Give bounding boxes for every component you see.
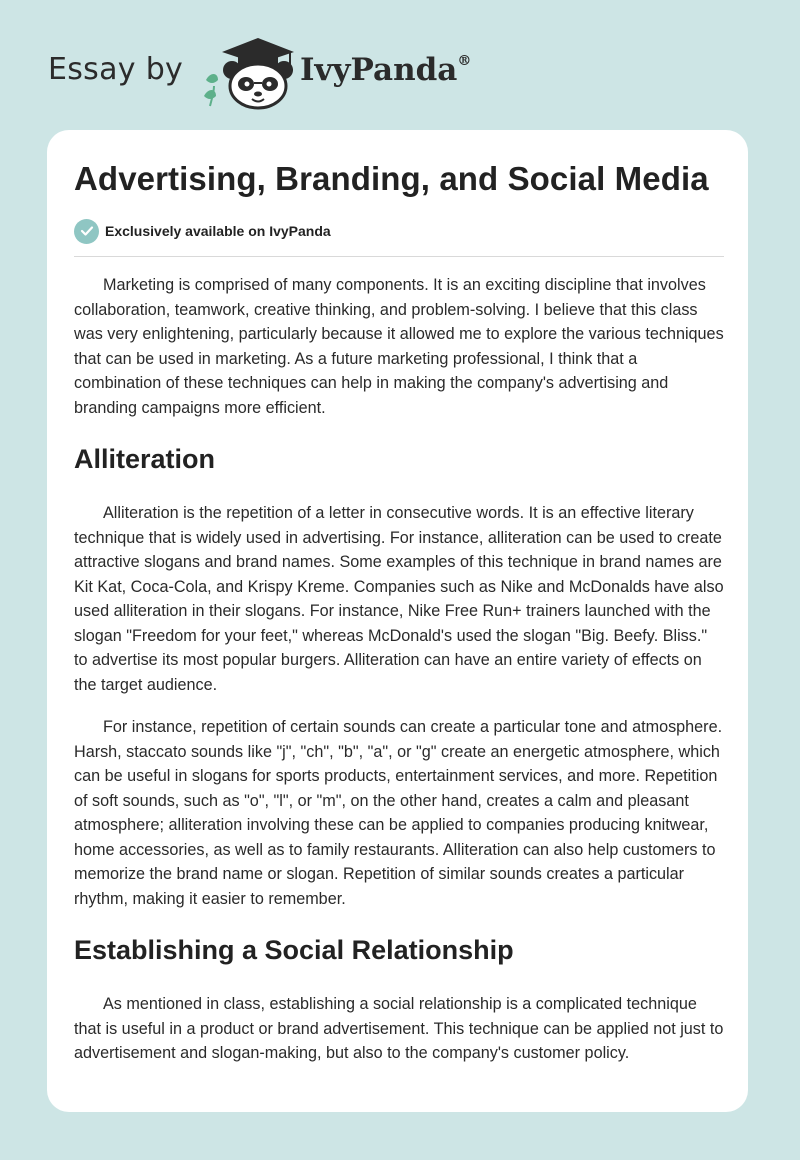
site-header <box>48 34 648 114</box>
exclusive-notice <box>74 218 724 244</box>
article-card <box>47 130 748 1112</box>
page-title: Advertising, Branding, and Social Media <box>74 160 709 197</box>
divider <box>74 256 724 257</box>
section-heading-social-relationship: Establishing a Social Relationship <box>74 935 514 965</box>
essay-by-label: Essay by <box>48 52 184 87</box>
panda-graduate-icon <box>200 34 296 110</box>
body-paragraph: Alliteration is the repetition of a letter in consecutive words. It is an effective literary technique that is widely used in advertising. For instance, alliteration can be used to create attractive slogans and brand names. Some examples of this technique in brand names are Kit Kat, Coca-Cola, and Krispy Kreme. Companies such as Nike and McDonalds have also used alliteration in their slogans. For instance, Nike Free Run+ trainers launched with the slogan "Freedom for your feet," whereas McDonald's used the slogan "Big. Beefy. Bliss." to advertise its most popular burgers. Alliteration can have an entire variety of effects on the target audience. <box>74 504 724 694</box>
body-paragraph: For instance, repetition of certain sounds can create a particular tone and atmosphere. Harsh, staccato sounds like "j", "ch", "b", "a", or "g" create an energetic atmosphere, which can be useful in slogans for sports products, entertainment services, and more. Repetition of soft sounds, such as "o", "l", or "m", on the other hand, creates a calm and pleasant atmosphere; alliteration involving these can be applied to companies producing knitwear, home accessories, as well as to family restaurants. Alliteration can also help customers to memorize the brand name or slogan. Repetition of similar sounds creates a particular rhythm, making it easier to remember. <box>74 718 723 908</box>
check-circle-icon <box>74 219 99 244</box>
brand-name-text: IvyPanda <box>300 52 458 88</box>
intro-paragraph: Marketing is comprised of many components. It is an exciting discipline that involves collaboration, teamwork, creative thinking, and problem-solving. I believe that this class was very enlightening, particularly because it allowed me to explore the various techniques that can be used in marketing. As a future marketing professional, I think that a combination of these techniques can help in making the company's advertising and branding campaigns more efficient. <box>74 276 724 417</box>
registered-mark: ® <box>457 52 472 69</box>
exclusive-label: Exclusively available on IvyPanda <box>105 223 331 239</box>
article-content <box>74 160 724 1066</box>
section-heading-alliteration: Alliteration <box>74 444 216 474</box>
body-paragraph: As mentioned in class, establishing a social relationship is a complicated technique that is useful in a product or brand advertisement. This technique can be applied not just to advertisement and slogan-making, but also to the company's customer policy. <box>74 995 724 1062</box>
brand-name[interactable] <box>300 52 471 88</box>
